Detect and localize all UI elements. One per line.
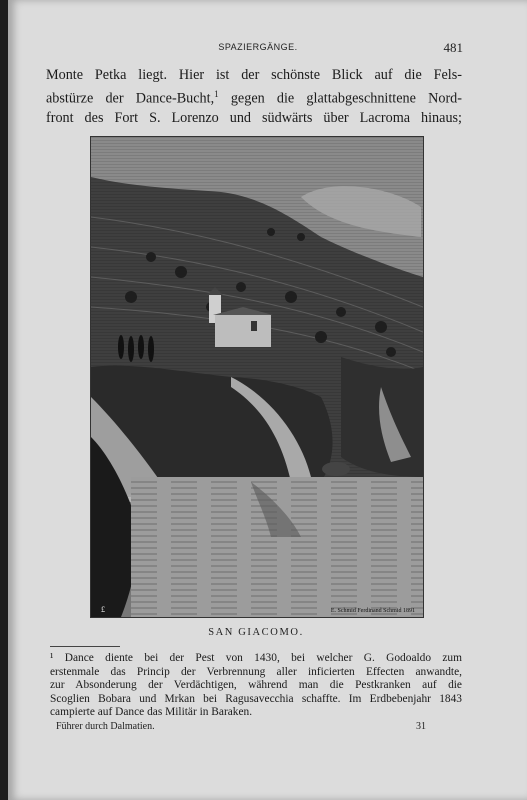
running-header: SPAZIERGÄNGE. (218, 42, 298, 52)
body-line-part: abstürze der Dance-Bucht, (46, 90, 215, 107)
body-line: front des Fort S. Lorenzo und südwärts über Lacroma hinaus; (46, 109, 462, 126)
footnote-marker: 1 (214, 89, 219, 99)
engraving-svg (91, 137, 423, 617)
footnote-line: ¹ Dance diente bei der Pest von 1430, bei welcher G. Godoaldo zum (50, 652, 462, 664)
body-line (46, 85, 462, 109)
figure-caption: SAN GIACOMO. (208, 627, 304, 638)
page-number: 481 (443, 40, 463, 55)
footnote-line: Scoglien Bobara und Mrkan bei Ragusavecchia schaffte. Im Erdbebenjahr 1843 (50, 692, 462, 705)
footnote-line: campierte auf Dance das Militär in Baraken. (50, 706, 253, 719)
book-page (8, 0, 527, 800)
body-line: Monte Petka liegt. Hier ist der schönste Blick auf die Fels- (46, 67, 462, 83)
body-line-part: gegen die glattabgeschnittene Nord- (218, 90, 463, 107)
footnote-line: erstenmale das Princip der Verbrennung aller inficierten Effecten anwandte, (50, 665, 462, 678)
signature-mark: Führer durch Dalmatien. (56, 721, 155, 732)
body-paragraph (46, 66, 462, 128)
footnote (50, 652, 462, 720)
illustration-san-giacomo (90, 136, 424, 618)
monogram: £ (101, 605, 105, 614)
artist-signature: E. Schmid Ferdinand Schmid 1891 (330, 608, 415, 614)
footnote-divider (50, 646, 120, 647)
signature-number: 31 (416, 721, 426, 732)
footnote-line: zur Absonderung der Verdächtigen, während man die Pestkranken auf die (50, 679, 462, 692)
